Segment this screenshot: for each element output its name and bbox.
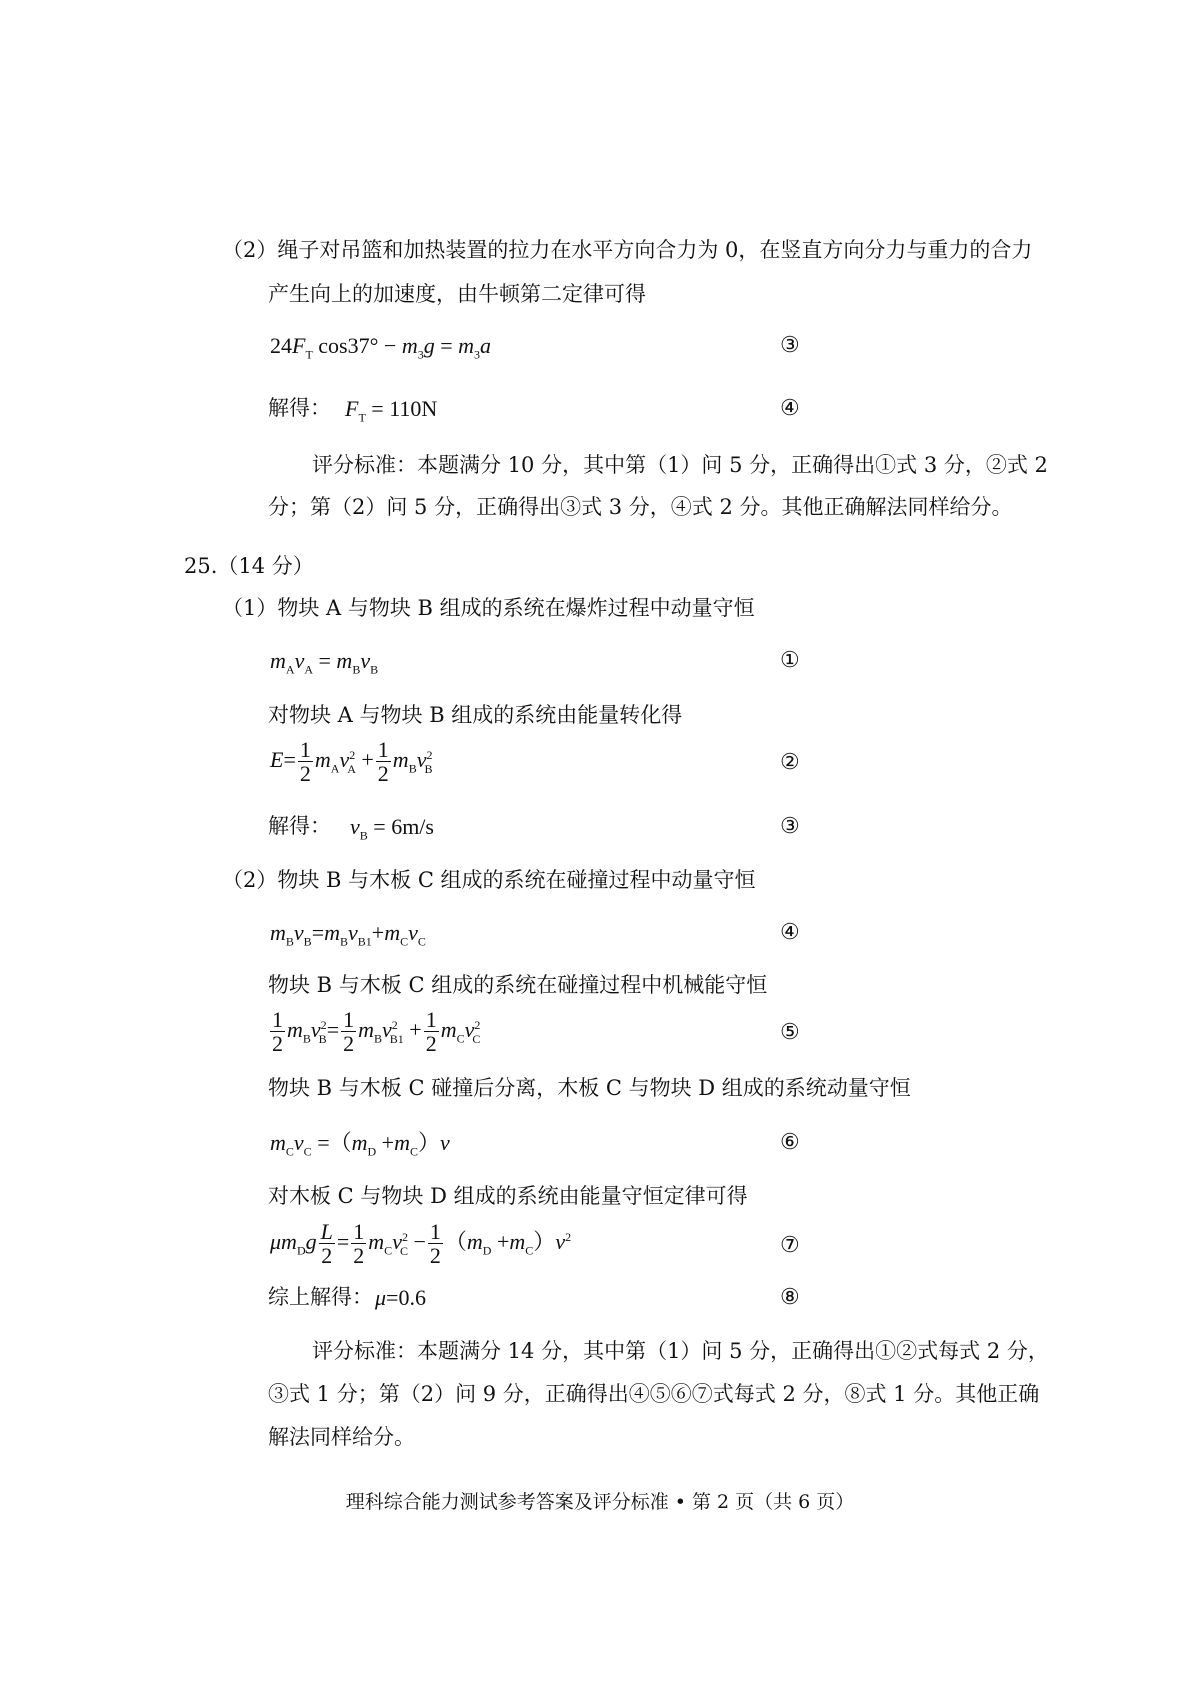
equation-q25-8: μ=0.6 <box>375 1285 426 1310</box>
equation-q25-5: $\frac{1}{2}$ $m_Bv^2_B=$ $\frac{1}{2}$ $m_Bv^2_{B1}$ + $\frac{1}{2}$ $m_Cv^2_C$ <box>272 1007 481 1057</box>
part2-title-line1: （2）绳子对吊篮和加热装置的拉力在水平方向合力为 0，在竖直方向分力与重力的合力 <box>222 238 1033 262</box>
q25-mark-2: ② <box>780 750 800 775</box>
grading-prev-line2: 分；第（2）问 5 分，正确得出③式 3 分，④式 2 分。其他正确解法同样给分。 <box>268 495 1013 519</box>
q25-part2-energy-text: 对木板 C 与物块 D 组成的系统由能量守恒定律可得 <box>268 1184 748 1208</box>
q25-final-solve-label: 综上解得： <box>268 1285 373 1309</box>
equation-q25-7: $\mu m_Dg$ $\frac{L}{2}$ = $\frac{1}{2}$ $m_Cv^2_C$ − $\frac{1}{2}$ $(m_D +m_C)v^2$ <box>270 1219 572 1269</box>
q25-mark-6: ⑥ <box>780 1130 800 1155</box>
q25-part1-energy-text: 对物块 A 与物块 B 组成的系统由能量转化得 <box>268 703 683 727</box>
q25-part1-solve-label: 解得： <box>268 814 331 838</box>
q25-mark-8: ⑧ <box>780 1285 800 1310</box>
equation-mark-3: ③ <box>780 333 800 358</box>
grading-prev-line1: 评分标准：本题满分 10 分，其中第（1）问 5 分，正确得出①式 3 分，②式 2 <box>312 453 1048 477</box>
q25-grading-line1: 评分标准：本题满分 14 分，其中第（1）问 5 分，正确得出①②式每式 2 分， <box>312 1339 1049 1363</box>
equation-q25-3: $v_B = 6m/s$ <box>350 814 434 843</box>
equation-mark-4: ④ <box>780 396 800 421</box>
q25-mark-4: ④ <box>780 920 800 945</box>
q25-mark-1: ① <box>780 648 800 673</box>
q25-grading-line3: 解法同样给分。 <box>268 1425 415 1449</box>
solve-label-prev: 解得： <box>268 396 331 420</box>
part2-title-line2: 产生向上的加速度，由牛顿第二定律可得 <box>268 282 646 306</box>
q25-part2-mech-text: 物块 B 与木板 C 组成的系统在碰撞过程中机械能守恒 <box>268 973 768 997</box>
equation-q25-6: $m_Cv_C =(m_D +m_C)v$ <box>270 1130 450 1159</box>
equation-q25-4: $m_Bv_B=m_Bv_{B1}+m_Cv_C$ <box>270 920 426 949</box>
q25-part2-title: （2）物块 B 与木板 C 组成的系统在碰撞过程中动量守恒 <box>222 868 756 892</box>
equation-3: $24F_T$ $\cos 37^\circ - m_3g = m_3a$ <box>270 333 492 362</box>
q25-grading-line2: ③式 1 分；第（2）问 9 分，正确得出④⑤⑥⑦式每式 2 分，⑧式 1 分。其他正确 <box>268 1382 1040 1406</box>
page-footer: 理科综合能力测试参考答案及评分标准 • 第 2 页（共 6 页） <box>345 1491 855 1513</box>
equation-q25-2: E= $\frac{1}{2}$ $m_Av^2_A$ + $\frac{1}{2}$ $m_Bv^2_B$ <box>270 737 433 787</box>
q25-mark-5: ⑤ <box>780 1020 800 1045</box>
q25-mark-7: ⑦ <box>780 1233 800 1258</box>
equation-q25-1: $m_Av_A = m_Bv_B$ <box>270 648 379 677</box>
equation-4: $F_T = 110N$ <box>345 396 438 425</box>
q25-header: 25.（14 分） <box>184 554 314 578</box>
q25-mark-3: ③ <box>780 814 800 839</box>
q25-part1-title: （1）物块 A 与物块 B 组成的系统在爆炸过程中动量守恒 <box>222 596 755 620</box>
q25-part2-separation-text: 物块 B 与木板 C 碰撞后分离，木板 C 与物块 D 组成的系统动量守恒 <box>268 1076 911 1100</box>
